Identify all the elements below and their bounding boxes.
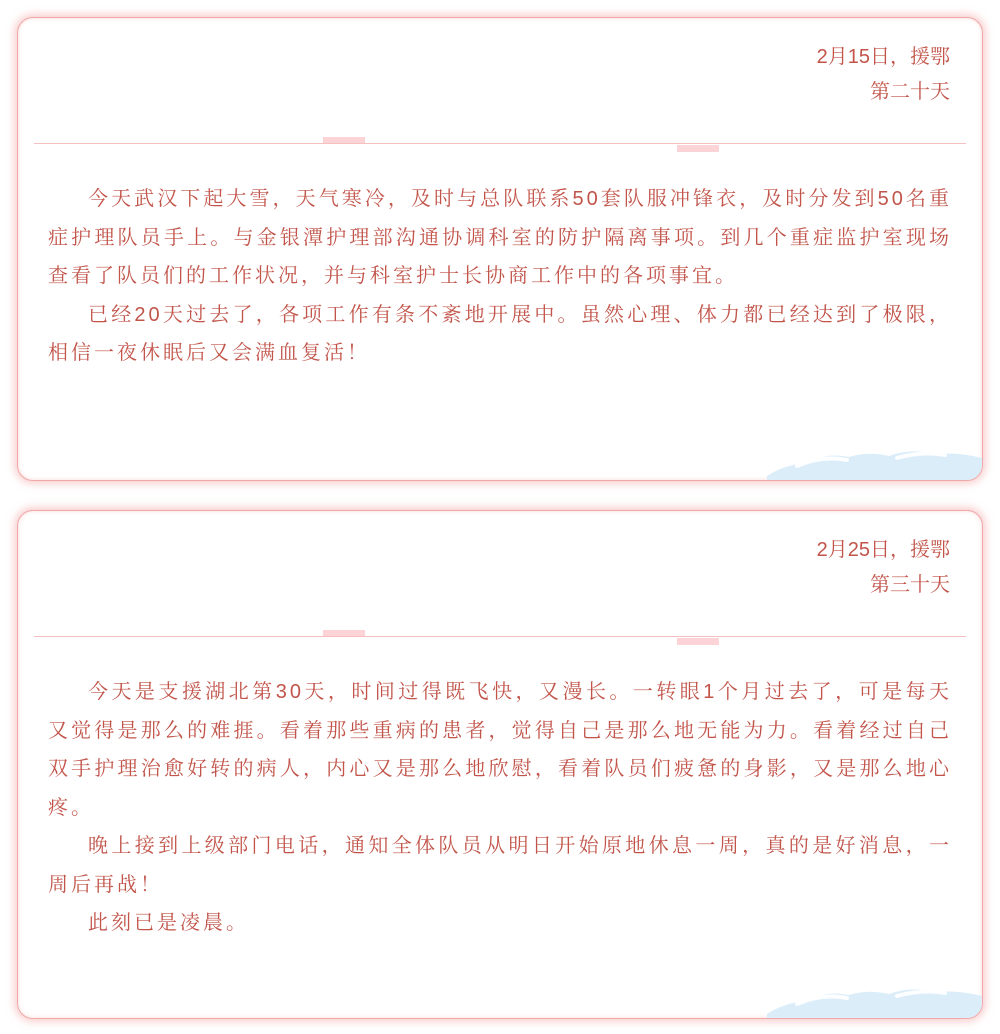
entry-paragraph: 此刻已是凌晨。 bbox=[88, 912, 249, 934]
entry-body bbox=[48, 673, 952, 943]
entry-date-line2: 第三十天 bbox=[870, 574, 950, 596]
entry-paragraph: 今天武汉下起大雪，天气寒冷，及时与总队联系50套队服冲锋衣，及时分发到50名重症护理队员手上。与金银潭护理部沟通协调科室的防护隔离事项。到几个重症监护室现场查看了队员们的工作状况，并与科室护士长协商工作中的各项事宜。 bbox=[48, 188, 952, 287]
entry-date-block bbox=[48, 533, 952, 603]
brush-divider bbox=[34, 636, 966, 637]
divider-dash-icon bbox=[323, 137, 365, 143]
cloud-decoration-icon bbox=[767, 438, 982, 480]
entry-paragraph: 已经20天过去了，各项工作有条不紊地开展中。虽然心理、体力都已经达到了极限，相信一夜休眠后又会满血复活！ bbox=[48, 303, 952, 364]
divider-dash-icon bbox=[677, 145, 719, 152]
entry-date-line1: 2月25日，援鄂 bbox=[816, 539, 950, 561]
diary-card-day-20 bbox=[17, 17, 983, 481]
entry-paragraph: 今天是支援湖北第30天，时间过得既飞快，又漫长。一转眼1个月过去了，可是每天又觉得是那么的难捱。看着那些重病的患者，觉得自己是那么地无能为力。看着经过自己双手护理治愈好转的病人，内心又是那么地欣慰，看着队员们疲惫的身影，又是那么地心疼。 bbox=[48, 681, 952, 819]
brush-divider bbox=[34, 143, 966, 144]
divider-dash-icon bbox=[677, 638, 719, 645]
entry-date-line2: 第二十天 bbox=[870, 81, 950, 103]
diary-card-day-30 bbox=[17, 510, 983, 1019]
divider-dash-icon bbox=[323, 630, 365, 636]
entry-date-block bbox=[48, 40, 952, 110]
cloud-decoration-icon bbox=[767, 976, 982, 1018]
entry-date-line1: 2月15日，援鄂 bbox=[816, 46, 950, 68]
entry-paragraph: 晚上接到上级部门电话，通知全体队员从明日开始原地休息一周，真的是好消息，一周后再战！ bbox=[48, 835, 952, 896]
entry-body bbox=[48, 180, 952, 373]
